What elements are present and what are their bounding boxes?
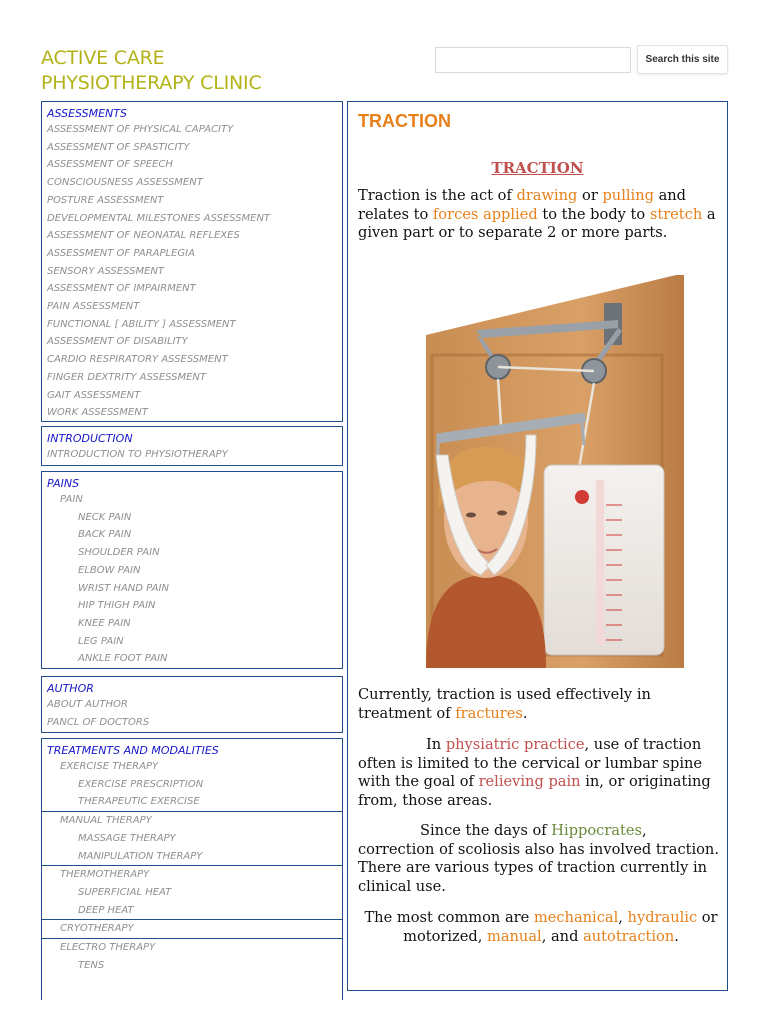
nav-item-therapeutic-exercise[interactable]: THERAPEUTIC EXERCISE [78,796,200,808]
nav-item-panel-of-doctors[interactable]: PANCL OF DOCTORS [47,716,150,728]
nav-item[interactable]: SHOULDER PAIN [78,547,160,559]
traction-illustration [386,275,684,668]
nav-item[interactable]: BACK PAIN [78,529,132,541]
link-mechanical[interactable]: mechanical [533,909,619,926]
nav-item-tens[interactable]: TENS [78,959,105,971]
text: , correction of scoliosis also has involved traction. There are various types of traction currently in clinical use. [358,822,719,895]
page-title: TRACTION [358,111,451,131]
nav-item-cryotherapy[interactable]: CRYOTHERAPY [60,923,134,935]
text: The most common are [364,909,534,926]
link-drawing[interactable]: drawing [516,187,578,204]
text: or motorized, [403,909,718,945]
nav-section-treatments [41,738,343,1000]
link-fractures[interactable]: fractures [455,704,523,722]
text: a given part or to separate 2 or more parts. [358,205,716,241]
article-heading: TRACTION [491,159,584,177]
nav-item-massage-therapy[interactable]: MASSAGE THERAPY [78,832,176,844]
nav-item[interactable]: ASSESSMENT OF IMPAIRMENT [47,283,196,295]
text: in, or originating from, those areas. [358,773,711,809]
nav-item-exercise-prescription[interactable]: EXERCISE PRESCRIPTION [78,778,204,790]
nav-item-introduction-to-physiotherapy[interactable]: INTRODUCTION TO PHYSIOTHERAPY [47,449,228,460]
main-content [347,101,728,991]
nav-item-exercise-therapy[interactable]: EXERCISE THERAPY [60,761,159,772]
paragraph-physiatric [358,736,724,810]
text: and relates to [358,187,687,223]
paragraph-current-use [358,686,724,723]
nav-item[interactable]: FINGER DEXTRITY ASSESSMENT [47,371,207,383]
link-hydraulic[interactable]: hydraulic [627,909,698,926]
nav-item[interactable]: WORK ASSESSMENT [47,407,148,419]
link-forces-applied[interactable]: forces applied [432,205,538,223]
nav-item-superficial-heat[interactable]: SUPERFICIAL HEAT [78,886,172,898]
nav-header-author[interactable]: AUTHOR [47,682,94,695]
nav-item[interactable]: FUNCTIONAL [ ABILITY ] ASSESSMENT [47,318,236,330]
nav-section-pains [41,471,343,669]
nav-item[interactable]: NECK PAIN [78,511,132,523]
nav-header-assessments[interactable]: ASSESSMENTS [47,107,127,120]
nav-item[interactable]: PAIN ASSESSMENT [47,301,140,313]
nav-item[interactable]: ASSESSMENT OF PARAPLEGIA [47,247,195,259]
site-title[interactable] [41,46,262,96]
nav-section-author [41,676,343,733]
text: Currently, traction is used effectively in treatment of [358,686,651,722]
text: Since the days of [420,822,552,839]
text: . [522,704,528,722]
nav-item-about-author[interactable]: ABOUT AUTHOR [47,699,128,710]
nav-item-electro-therapy[interactable]: ELECTRO THERAPY [60,942,156,954]
text: , and [541,927,584,945]
link-hippocrates[interactable]: Hippocrates [551,822,643,839]
nav-item-manipulation-therapy[interactable]: MANIPULATION THERAPY [78,850,203,862]
paragraph-types [358,909,724,946]
link-manual[interactable]: manual [486,927,542,945]
nav-section-introduction [41,426,343,466]
nav-item[interactable]: POSTURE ASSESSMENT [47,194,164,206]
link-physiatric-practice[interactable]: physiatric practice [445,736,585,753]
link-pulling[interactable]: pulling [602,187,654,204]
nav-item[interactable]: DEVELOPMENTAL MILESTONES ASSESSMENT [47,212,271,224]
text: , [618,909,628,926]
nav-item[interactable]: ASSESSMENT OF NEONATAL REFLEXES [47,230,240,242]
nav-item[interactable]: CONSCIOUSNESS ASSESSMENT [47,177,203,189]
nav-item[interactable]: ASSESSMENT OF PHYSICAL CAPACITY [47,124,234,135]
nav-item[interactable]: HIP THIGH PAIN [78,600,156,612]
nav-item[interactable]: SENSORY ASSESSMENT [47,265,164,277]
nav-item[interactable]: ASSESSMENT OF SPASTICITY [47,141,190,153]
site-title-line1[interactable]: ACTIVE CARE [41,47,165,69]
text: or [577,187,603,204]
nav-item[interactable]: CARDIO RESPIRATORY ASSESSMENT [47,354,228,366]
link-relieving-pain[interactable]: relieving pain [478,773,581,790]
nav-item[interactable]: ANKLE FOOT PAIN [78,653,168,665]
search-button[interactable]: Search this site [637,45,728,74]
paragraph-hippocrates [358,822,724,896]
nav-item-thermotherapy[interactable]: THERMOTHERAPY [60,869,150,881]
nav-item[interactable]: ELBOW PAIN [78,564,141,576]
paragraph-definition [358,187,724,243]
search-input[interactable] [435,47,631,73]
text: Traction is the act of [358,187,517,204]
nav-item[interactable]: ASSESSMENT OF DISABILITY [47,336,188,348]
text: . [674,927,679,945]
site-title-line2[interactable]: PHYSIOTHERAPY CLINIC [41,72,262,94]
nav-header-introduction[interactable]: INTRODUCTION [47,432,133,445]
nav-item-pain[interactable]: PAIN [60,494,83,505]
nav-item[interactable]: ASSESSMENT OF SPEECH [47,159,173,171]
text: , use of traction often is limited to the cervical or lumbar spine with the goal of [358,736,703,790]
nav-item[interactable]: LEG PAIN [78,635,124,647]
nav-item[interactable]: GAIT ASSESSMENT [47,389,141,401]
nav-header-treatments[interactable]: TREATMENTS AND MODALITIES [47,744,219,757]
nav-section-assessments [41,101,343,422]
link-autotraction[interactable]: autotraction [583,927,675,945]
traction-device-image [386,275,684,668]
link-stretch[interactable]: stretch [649,205,703,223]
nav-item-deep-heat[interactable]: DEEP HEAT [78,904,134,916]
nav-item-manual-therapy[interactable]: MANUAL THERAPY [60,815,152,827]
nav-item[interactable]: KNEE PAIN [78,617,131,629]
text: to the body to [537,205,650,223]
nav-item[interactable]: WRIST HAND PAIN [78,582,169,594]
nav-header-pains[interactable]: PAINS [47,477,80,490]
text: In [426,736,446,753]
